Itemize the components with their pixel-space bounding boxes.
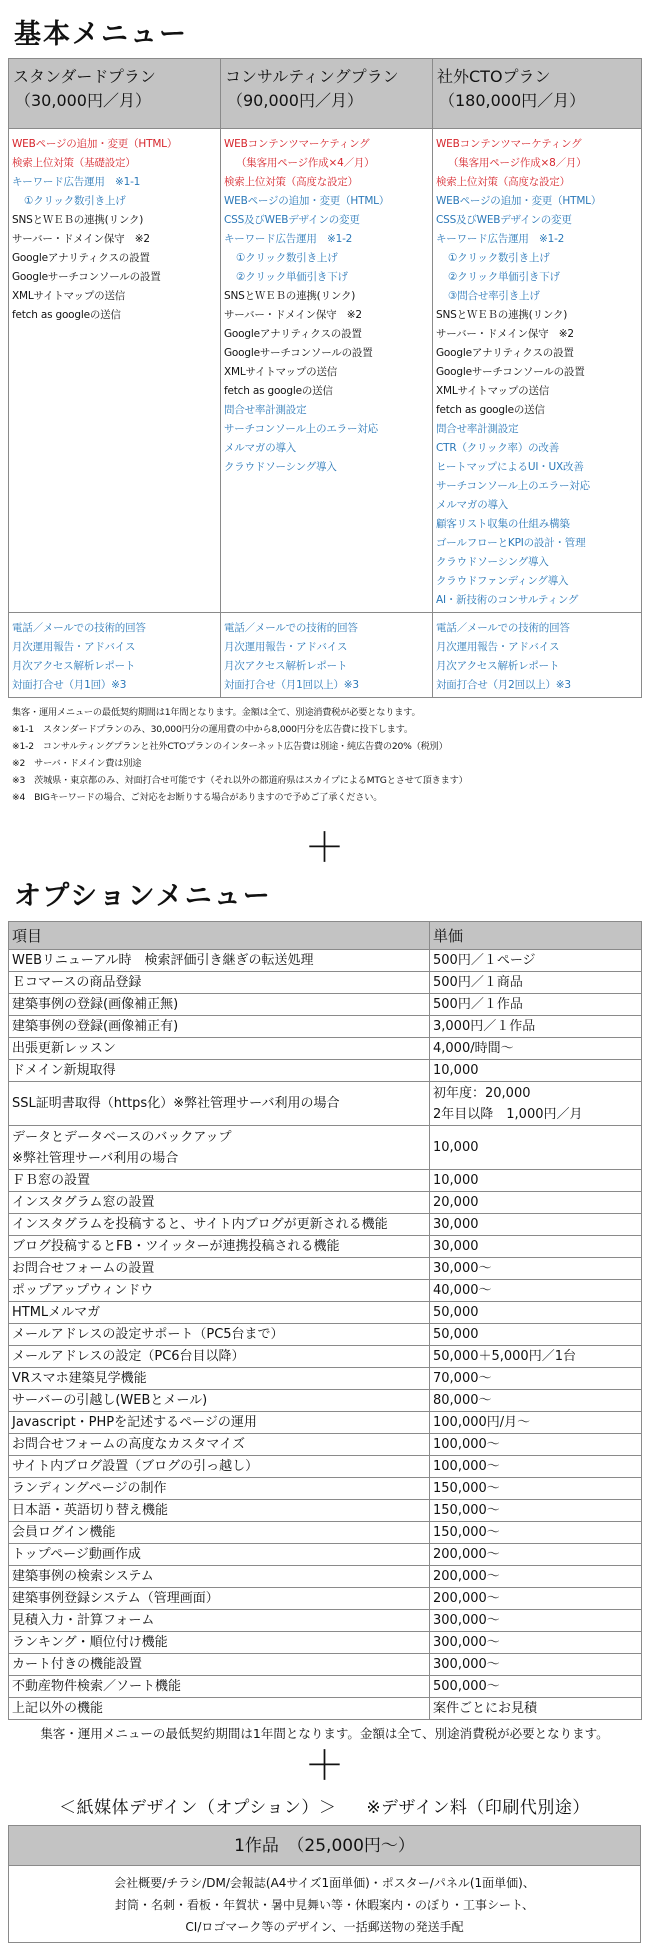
option-row <box>9 1676 642 1698</box>
plan-header-cto <box>433 58 642 128</box>
feature-item: ①クリック数引き上げ <box>236 251 338 264</box>
plan-features-standard <box>9 128 221 612</box>
option-item <box>9 1610 430 1632</box>
feature-item: Googleアナリティクスの設置 <box>436 346 574 359</box>
cell-line: Javascript・PHPを記述するページの運用 <box>12 1415 257 1431</box>
support-item: 対面打合せ（月1回以上）※3 <box>224 678 359 691</box>
cell-line: メールアドレスの設定サポート（PC5台まで） <box>12 1327 284 1343</box>
basic-menu-title: 基本メニュー <box>14 19 188 50</box>
plus-sign: ＋ <box>304 824 345 871</box>
support-item: 月次運用報告・アドバイス <box>12 640 136 653</box>
cell-line: SSL証明書取得（https化）※弊社管理サーバ利用の場合 <box>12 1096 340 1112</box>
option-item <box>9 1632 430 1654</box>
cell-line: ＦＢ窓の設置 <box>12 1173 91 1189</box>
feature-item: AI・新技術のコンサルティング <box>436 593 579 606</box>
support-list <box>433 619 641 695</box>
feature-item: Googleサーチコンソールの設置 <box>224 346 373 359</box>
feature-item: 検索上位対策（基礎設定） <box>12 156 136 169</box>
option-price <box>430 1258 642 1280</box>
option-price <box>430 1522 642 1544</box>
option-price <box>430 1654 642 1676</box>
feature-item: ヒートマップによるUI・UX改善 <box>436 460 584 473</box>
cell-line: お問合せフォームの設置 <box>12 1261 155 1277</box>
option-row <box>9 1698 642 1720</box>
option-row <box>9 972 642 994</box>
cell-line: 案件ごとにお見積 <box>433 1701 538 1717</box>
cell-line: 150,000〜 <box>433 1481 500 1497</box>
print-design-fee-note: ※デザイン料（印刷代別途） <box>366 1798 590 1818</box>
note-line: ※3 茨城県・東京都のみ、対面打合せ可能です（それ以外の都道府県はスカイプによるMTGとさせて頂きます） <box>12 774 468 786</box>
option-price <box>430 1016 642 1038</box>
option-menu-note: 集客・運用メニューの最低契約期間は1年間となります。金額は全て、別途消費税が必要となります。 <box>40 1726 609 1742</box>
cell-line: 300,000〜 <box>433 1613 500 1629</box>
option-row <box>9 1566 642 1588</box>
option-row <box>9 1478 642 1500</box>
cell-line: 150,000〜 <box>433 1503 500 1519</box>
feature-item: クラウドソーシング導入 <box>224 460 337 473</box>
note-line: 集客・運用メニューの最低契約期間は1年間となります。金額は全て、別途消費税が必要となります。 <box>12 706 421 718</box>
plan-name: コンサルティングプラン <box>225 66 399 86</box>
cell-line: 200,000〜 <box>433 1569 500 1585</box>
feature-item: WEBページの追加・変更（HTML） <box>12 137 178 150</box>
cell-line: 3,000円／１作品 <box>433 1019 536 1035</box>
cell-line: メールアドレスの設定（PC6台目以降） <box>12 1349 245 1365</box>
options-table <box>8 921 642 1720</box>
option-item <box>9 1654 430 1676</box>
cell-line: 見積入力・計算フォーム <box>12 1613 155 1629</box>
plan-features-consulting <box>221 128 433 612</box>
cell-line: 500,000〜 <box>433 1679 500 1695</box>
cell-line: 500円／１商品 <box>433 975 523 991</box>
option-row <box>9 1390 642 1412</box>
cell-line: 100,000〜 <box>433 1459 500 1475</box>
option-menu-title: オプションメニュー <box>14 880 272 912</box>
option-price <box>430 1324 642 1346</box>
cell-line: 建築事例の検索システム <box>12 1569 154 1585</box>
feature-item: クラウドソーシング導入 <box>436 555 549 568</box>
cell-line: 4,000/時間〜 <box>433 1041 514 1057</box>
print-design-price: 1作品 （25,000円〜） <box>9 1826 640 1866</box>
option-price <box>430 1544 642 1566</box>
option-item <box>9 1434 430 1456</box>
cell-line: 30,000 <box>433 1217 479 1233</box>
option-item <box>9 1016 430 1038</box>
option-row <box>9 1632 642 1654</box>
support-item: 対面打合せ（月2回以上）※3 <box>436 678 571 691</box>
feature-item: ①クリック数引き上げ <box>24 194 126 207</box>
print-design-desc-line: CI/ロゴマーク等のデザイン、一括郵送物の発送手配 <box>185 1920 464 1935</box>
cell-line: HTMLメルマガ <box>12 1305 101 1321</box>
feature-item: メルマガの導入 <box>436 498 509 511</box>
feature-item: ②クリック単価引き下げ <box>236 270 348 283</box>
cell-line: 500円／１作品 <box>433 997 523 1013</box>
option-item <box>9 1324 430 1346</box>
cell-line: 出張更新レッスン <box>12 1041 116 1057</box>
cell-line: 日本語・英語切り替え機能 <box>12 1503 169 1519</box>
note-line: ※2 サーバ・ドメイン費は別途 <box>12 757 142 769</box>
support-item: 月次運用報告・アドバイス <box>224 640 348 653</box>
option-price <box>430 1588 642 1610</box>
option-item <box>9 1126 430 1170</box>
support-item: 月次アクセス解析レポート <box>224 659 348 672</box>
cell-line: 30,000 <box>433 1239 479 1255</box>
option-item <box>9 1412 430 1434</box>
option-row <box>9 1302 642 1324</box>
feature-item: SNSとＷＥＢの連携(リンク) <box>12 213 144 226</box>
print-design-description <box>9 1866 640 1942</box>
cell-line: インスタグラム窓の設置 <box>12 1195 155 1211</box>
plan-support-cto <box>433 612 642 697</box>
feature-item: SNSとＷＥＢの連携(リンク) <box>224 289 356 302</box>
option-price <box>430 1412 642 1434</box>
feature-item: fetch as googleの送信 <box>224 384 333 397</box>
print-design-desc-line: 封筒・名刺・看板・年賀状・暑中見舞い等・休暇案内・のぼり・工事シート、 <box>115 1898 534 1913</box>
print-design-desc-line: 会社概要/チラシ/DM/会報誌(A4サイズ1面単価)・ポスター/パネル(1面単価)、 <box>114 1876 535 1891</box>
option-row <box>9 1236 642 1258</box>
option-row <box>9 1610 642 1632</box>
option-price <box>430 1632 642 1654</box>
cell-line: ランキング・順位付け機能 <box>12 1635 168 1651</box>
option-price <box>430 1500 642 1522</box>
support-item: 電話／メールでの技術的回答 <box>436 621 570 634</box>
option-row <box>9 1544 642 1566</box>
option-row <box>9 1412 642 1434</box>
feature-item: サーバー・ドメイン保守 ※2 <box>224 308 362 321</box>
plan-price: （90,000円／月） <box>227 90 363 110</box>
cell-line: 30,000〜 <box>433 1261 492 1277</box>
feature-item: 顧客リスト収集の仕組み構築 <box>436 517 570 530</box>
plans-support-row <box>9 612 642 697</box>
cell-line: 建築事例登録システム（管理画面） <box>12 1591 219 1607</box>
note-line: ※1-2 コンサルティングプランと社外CTOプランのインターネット広告費は別途・純広告費の20%（税別） <box>12 740 448 752</box>
cell-line: サーバーの引越し(WEBとメール) <box>12 1393 208 1409</box>
option-price <box>430 1478 642 1500</box>
cell-line: サイト内ブログ設置（ブログの引っ越し） <box>12 1459 259 1475</box>
cell-line: 2年目以降 1,000円／月 <box>433 1106 583 1122</box>
option-row <box>9 1654 642 1676</box>
option-item <box>9 972 430 994</box>
cell-line: 10,000 <box>433 1063 479 1079</box>
support-item: 電話／メールでの技術的回答 <box>224 621 358 634</box>
option-row <box>9 1324 642 1346</box>
support-list <box>9 619 220 695</box>
feature-item: CSS及びWEBデザインの変更 <box>224 213 360 226</box>
cell-line: ドメイン新規取得 <box>12 1063 116 1079</box>
cell-line: 100,000円/月〜 <box>433 1415 531 1431</box>
option-row <box>9 1368 642 1390</box>
option-price <box>430 1610 642 1632</box>
basic-menu-notes <box>8 698 641 806</box>
feature-item: 検索上位対策（高度な設定） <box>224 175 358 188</box>
option-price <box>430 1676 642 1698</box>
option-price <box>430 1280 642 1302</box>
option-item <box>9 1566 430 1588</box>
support-list <box>221 619 432 695</box>
option-row <box>9 1280 642 1302</box>
option-row <box>9 1522 642 1544</box>
cell-line: 建築事例の登録(画像補正有) <box>12 1019 179 1035</box>
cell-line: VRスマホ建築見学機能 <box>12 1371 147 1387</box>
feature-item: fetch as googleの送信 <box>436 403 545 416</box>
option-price <box>430 950 642 972</box>
option-row <box>9 1346 642 1368</box>
cell-line: 上記以外の機能 <box>12 1701 104 1717</box>
option-item <box>9 1368 430 1390</box>
cell-line: 50,000 <box>433 1305 479 1321</box>
option-price <box>430 1192 642 1214</box>
feature-item: （集客用ページ作成×8／月） <box>448 156 587 169</box>
column-header-price: 単価 <box>430 922 642 950</box>
option-row <box>9 1456 642 1478</box>
option-price <box>430 1346 642 1368</box>
feature-list <box>433 135 641 610</box>
support-item: 月次運用報告・アドバイス <box>436 640 560 653</box>
plan-price: （180,000円／月） <box>439 90 586 110</box>
feature-item: キーワード広告運用 ※1-1 <box>12 175 141 188</box>
feature-item: サーバー・ドメイン保守 ※2 <box>436 327 574 340</box>
feature-item: ①クリック数引き上げ <box>448 251 550 264</box>
option-item <box>9 994 430 1016</box>
option-price <box>430 1038 642 1060</box>
feature-list <box>9 135 220 325</box>
option-row <box>9 1170 642 1192</box>
cell-line: Ｅコマースの商品登録 <box>12 975 142 991</box>
option-item <box>9 1478 430 1500</box>
cell-line: トップページ動画作成 <box>12 1547 141 1563</box>
option-item <box>9 1522 430 1544</box>
option-item <box>9 1588 430 1610</box>
feature-item: ②クリック単価引き下げ <box>448 270 560 283</box>
option-price <box>430 1390 642 1412</box>
option-item <box>9 1544 430 1566</box>
option-item <box>9 1280 430 1302</box>
cell-line: WEBリニューアル時 検索評価引き継ぎの転送処理 <box>12 953 314 969</box>
option-row <box>9 950 642 972</box>
feature-item: WEBページの追加・変更（HTML） <box>224 194 390 207</box>
note-line: ※1-1 スタンダードプランのみ、30,000円分の運用費の中から8,000円分を広告費に投下します。 <box>12 723 413 735</box>
print-design-heading <box>8 1788 641 1825</box>
feature-item: CTR（クリック率）の改善 <box>436 441 560 454</box>
cell-line: 50,000 <box>433 1327 479 1343</box>
feature-item: XMLサイトマップの送信 <box>436 384 550 397</box>
plan-header-consulting <box>221 58 433 128</box>
cell-line: 70,000〜 <box>433 1371 492 1387</box>
cell-line: 10,000 <box>433 1140 479 1156</box>
option-price <box>430 1060 642 1082</box>
feature-item: WEBコンテンツマーケティング <box>224 137 370 150</box>
option-row <box>9 1434 642 1456</box>
cell-line: 40,000〜 <box>433 1283 492 1299</box>
option-row <box>9 1588 642 1610</box>
option-price <box>430 1566 642 1588</box>
feature-item: サーバー・ドメイン保守 ※2 <box>12 232 150 245</box>
option-item <box>9 1170 430 1192</box>
feature-item: 検索上位対策（高度な設定） <box>436 175 570 188</box>
plans-table <box>8 58 642 698</box>
option-row <box>9 1214 642 1236</box>
cell-line: 不動産物件検索／ソート機能 <box>12 1679 182 1695</box>
cell-line: 150,000〜 <box>433 1525 500 1541</box>
option-price <box>430 1368 642 1390</box>
cell-line: 100,000〜 <box>433 1437 500 1453</box>
feature-item: XMLサイトマップの送信 <box>224 365 338 378</box>
cell-line: 300,000〜 <box>433 1657 500 1673</box>
feature-item: Googleサーチコンソールの設置 <box>436 365 585 378</box>
feature-item: SNSとＷＥＢの連携(リンク) <box>436 308 568 321</box>
option-row <box>9 1082 642 1126</box>
plans-features-row <box>9 128 642 612</box>
cell-line: 50,000＋5,000円／1台 <box>433 1349 576 1365</box>
option-item <box>9 1302 430 1324</box>
options-body <box>9 950 642 1720</box>
support-item: 月次アクセス解析レポート <box>436 659 560 672</box>
cell-line: ポップアップウィンドウ <box>12 1283 154 1299</box>
option-price <box>430 1126 642 1170</box>
note-line: ※4 BIGキーワードの場合、ご対応をお断りする場合がありますので予めご了承ください。 <box>12 791 383 803</box>
plan-support-standard <box>9 612 221 697</box>
feature-item: CSS及びWEBデザインの変更 <box>436 213 572 226</box>
support-item: 対面打合せ（月1回）※3 <box>12 678 127 691</box>
option-item <box>9 950 430 972</box>
option-item <box>9 1038 430 1060</box>
option-item <box>9 1698 430 1720</box>
plan-features-cto <box>433 128 642 612</box>
feature-item: ゴールフローとKPIの設計・管理 <box>436 536 586 549</box>
feature-item: WEBコンテンツマーケティング <box>436 137 582 150</box>
option-item <box>9 1258 430 1280</box>
feature-item: ③問合せ率引き上げ <box>448 289 540 302</box>
feature-item: WEBページの追加・変更（HTML） <box>436 194 602 207</box>
plan-price: （30,000円／月） <box>15 90 151 110</box>
plan-name: 社外CTOプラン <box>437 66 551 86</box>
option-price <box>430 972 642 994</box>
option-item <box>9 1456 430 1478</box>
cell-line: データとデータベースのバックアップ <box>12 1129 232 1145</box>
cell-line: 80,000〜 <box>433 1393 492 1409</box>
cell-line: お問合せフォームの高度なカスタマイズ <box>12 1437 245 1453</box>
option-price <box>430 1456 642 1478</box>
column-header-item: 項目 <box>9 922 430 950</box>
feature-list <box>221 135 432 477</box>
option-item <box>9 1676 430 1698</box>
cell-line: 300,000〜 <box>433 1635 500 1651</box>
feature-item: fetch as googleの送信 <box>12 308 121 321</box>
cell-line: ※弊社管理サーバ利用の場合 <box>12 1150 179 1166</box>
feature-item: キーワード広告運用 ※1-2 <box>224 232 353 245</box>
feature-item: XMLサイトマップの送信 <box>12 289 126 302</box>
option-item <box>9 1082 430 1126</box>
feature-item: サーチコンソール上のエラー対応 <box>224 422 378 435</box>
support-item: 月次アクセス解析レポート <box>12 659 136 672</box>
option-item <box>9 1192 430 1214</box>
cell-line: 10,000 <box>433 1173 479 1189</box>
cell-line: ブログ投稿するとFB・ツイッターが連携投稿される機能 <box>12 1239 340 1255</box>
option-price <box>430 1434 642 1456</box>
option-row <box>9 1500 642 1522</box>
option-price <box>430 1214 642 1236</box>
plan-support-consulting <box>221 612 433 697</box>
option-price <box>430 1170 642 1192</box>
print-design-box <box>8 1825 641 1943</box>
option-row <box>9 1038 642 1060</box>
cell-line: インスタグラムを投稿すると、サイト内ブログが更新される機能 <box>12 1217 388 1233</box>
feature-item: 問合せ率計測設定 <box>436 422 519 435</box>
option-item <box>9 1346 430 1368</box>
cell-line: 建築事例の登録(画像補正無) <box>12 997 179 1013</box>
plus-sign: ＋ <box>304 1743 345 1789</box>
feature-item: 問合せ率計測設定 <box>224 403 307 416</box>
option-item <box>9 1500 430 1522</box>
cell-line: ランディングページの制作 <box>12 1481 167 1497</box>
plans-header-row <box>9 58 642 128</box>
cell-line: カート付きの機能設置 <box>12 1657 143 1673</box>
option-item <box>9 1390 430 1412</box>
option-row <box>9 994 642 1016</box>
option-price <box>430 1236 642 1258</box>
cell-line: 500円／１ページ <box>433 953 536 969</box>
option-item <box>9 1214 430 1236</box>
option-row <box>9 1258 642 1280</box>
feature-item: Googleアナリティクスの設置 <box>224 327 362 340</box>
option-price <box>430 994 642 1016</box>
cell-line: 200,000〜 <box>433 1591 500 1607</box>
feature-item: Googleアナリティクスの設置 <box>12 251 150 264</box>
option-row <box>9 1060 642 1082</box>
option-price <box>430 1698 642 1720</box>
feature-item: （集客用ページ作成×4／月） <box>236 156 375 169</box>
cell-line: 初年度：20,000 <box>433 1085 531 1101</box>
option-row <box>9 1126 642 1170</box>
cell-line: 会員ログイン機能 <box>12 1525 116 1541</box>
options-header-row <box>9 922 642 950</box>
option-row <box>9 1192 642 1214</box>
option-price <box>430 1082 642 1126</box>
option-row <box>9 1016 642 1038</box>
option-item <box>9 1060 430 1082</box>
option-item <box>9 1236 430 1258</box>
cell-line: 20,000 <box>433 1195 479 1211</box>
feature-item: キーワード広告運用 ※1-2 <box>436 232 565 245</box>
feature-item: メルマガの導入 <box>224 441 297 454</box>
feature-item: クラウドファンディング導入 <box>436 574 569 587</box>
option-price <box>430 1302 642 1324</box>
print-design-title: ＜紙媒体デザイン（オプション）＞ <box>59 1798 337 1818</box>
feature-item: サーチコンソール上のエラー対応 <box>436 479 590 492</box>
feature-item: Googleサーチコンソールの設置 <box>12 270 161 283</box>
plan-header-standard <box>9 58 221 128</box>
support-item: 電話／メールでの技術的回答 <box>12 621 146 634</box>
plan-name: スタンダードプラン <box>13 66 156 86</box>
cell-line: 200,000〜 <box>433 1547 500 1563</box>
